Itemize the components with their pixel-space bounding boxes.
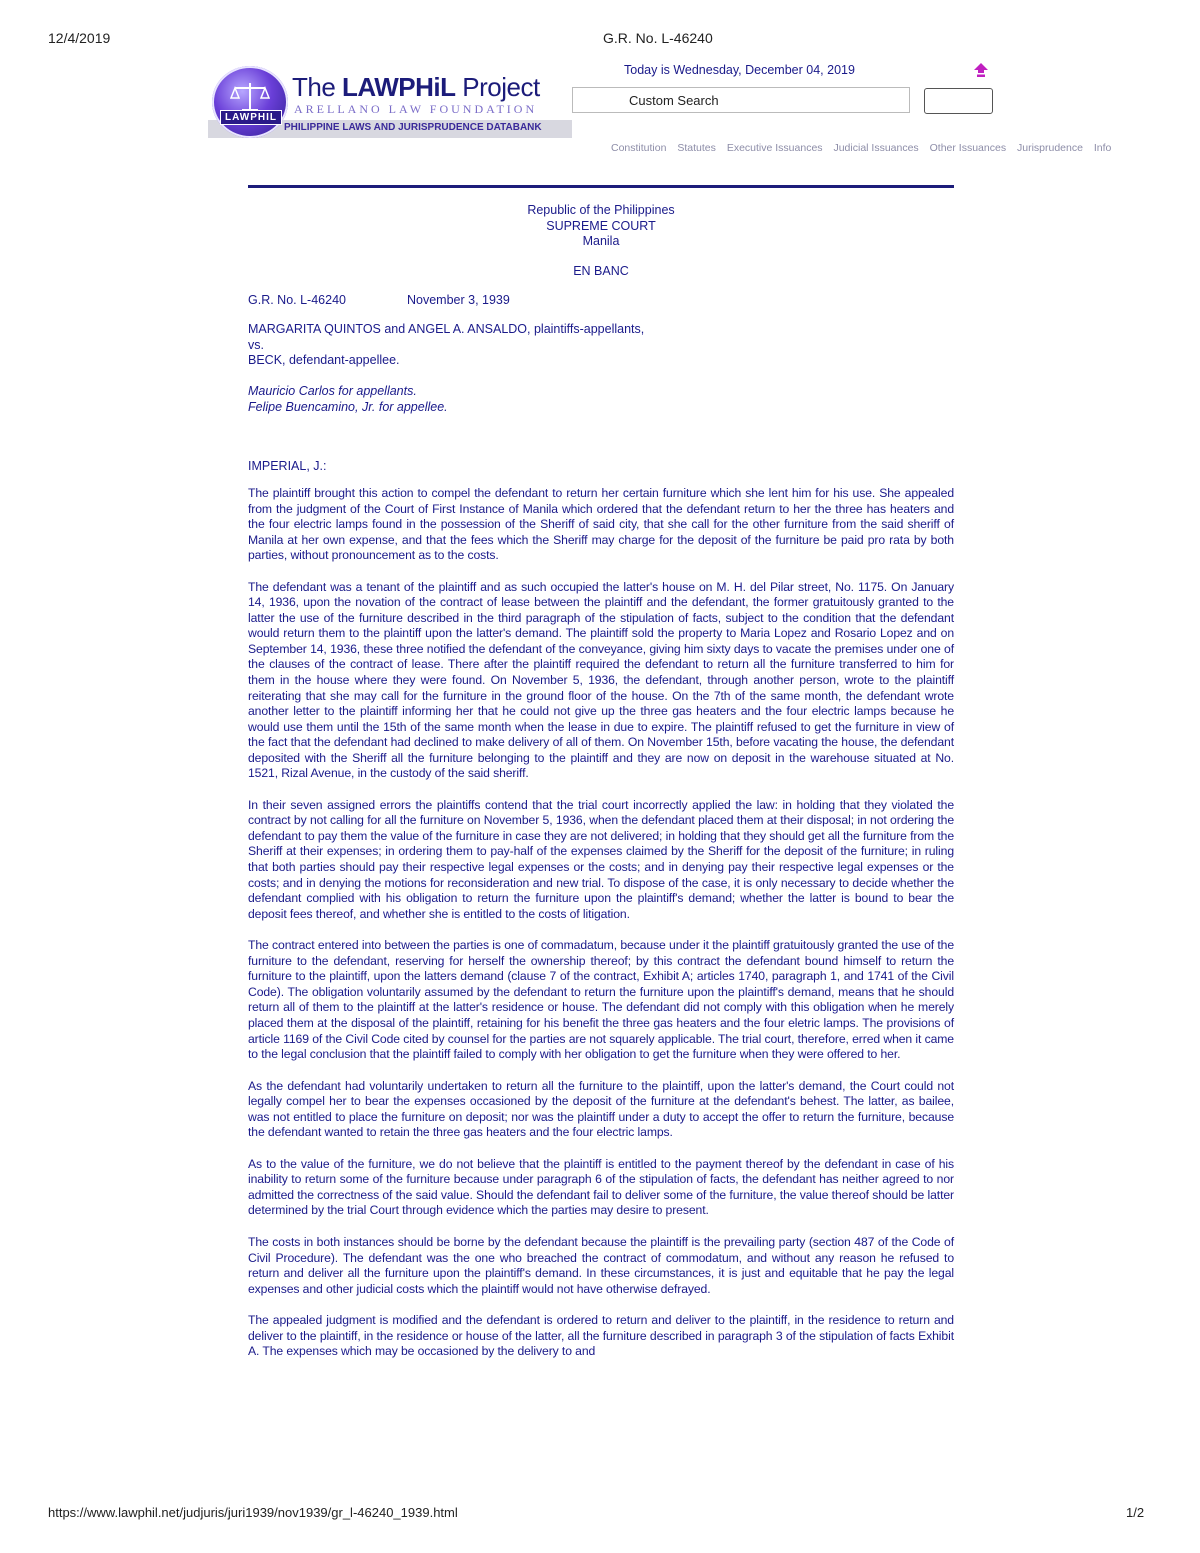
paragraph: The plaintiff brought this action to compel the defendant to return her certain furniture which she lent him for his use. She appealed from the judgment of the Court of First Instance of Manila which ordered that the defendant return to her the three has heaters and the four electric lamps found in the possession of the Sheriff of said city, that she call for the other furniture from the said sheriff of Manila at her own expense, and that the fees which the Sheriff may charge for the deposit of the furniture be paid pro rata by both parties, without pronouncement as to the costs. (248, 486, 954, 563)
paragraph: The costs in both instances should be borne by the defendant because the plaintiff is the prevailing party (section 487 of the Code of Civil Procedure). The defendant was the one who breached the contract of commodatum, and without any reason he refused to return and deliver all the furniture upon the plaintiff's demand. In these circumstances, it is just and equitable that he pay the legal expenses and other judicial costs which the plaintiff would not have otherwise defrayed. (248, 1234, 954, 1296)
court-name: SUPREME COURT (546, 218, 656, 233)
nav-other-issuances[interactable]: Other Issuances (929, 142, 1007, 154)
paragraph: The contract entered into between the parties is one of commadatum, because under it the plaintiff gratuitously granted the use of the furniture to the defendant, reserving for herself the ownership thereof; by this contract the defendant bound himself to return the furniture to the plaintiff, upon the latters demand (clause 7 of the contract, Exhibit A; articles 1740, paragraph 1, and 1741 of the Civil Code). The obligation voluntarily assumed by the defendant to return the furniture upon the plaintiff's demand, means that he should return all of them to the plaintiff at the latter's residence or house. The defendant did not comply with this obligation when he merely placed them at the disposal of the plaintiff, retaining for his benefit the three gas heaters and the four eletric lamps. The provisions of article 1169 of the Civil Code cited by counsel for the parties are not squarely applicable. The trial court, therefore, erred when it came to the legal conclusion that the plaintiff failed to comply with her obligation to get the furniture when they were offered to her. (248, 938, 954, 1062)
defendant: BECK, defendant-appellee. (248, 353, 400, 367)
print-url: https://www.lawphil.net/judjuris/juri1939/nov1939/gr_l-46240_1939.html (48, 1505, 458, 1520)
case-parties (248, 322, 954, 369)
nav-judicial-issuances[interactable]: Judicial Issuances (833, 142, 919, 154)
case-number-line (248, 293, 954, 307)
counsel-appellee: Felipe Buencamino, Jr. for appellee. (248, 399, 448, 414)
search-button[interactable] (924, 88, 993, 114)
nav-statutes[interactable]: Statutes (677, 142, 716, 154)
today-date: Today is Wednesday, December 04, 2019 (624, 63, 855, 77)
paragraph: The defendant was a tenant of the plaintiff and as such occupied the latter's house on M. H. del Pilar street, No. 1175. On January 14, 1936, upon the novation of the contract of lease between the plaintiff and the defendant, the former gratuitously granted to the latter the use of the furniture described in the third paragraph of the stipulation of facts, subject to the condition that the defendant would return them to the plaintiff upon the latter's demand. The plaintiff sold the property to Maria Lopez and Rosario Lopez and on September 14, 1936, these three notified the defendant of the conveyance, giving him sixty days to vacate the premises under one of the clauses of the contract of lease. There after the plaintiff required the defendant to return all the furniture transferred to him for them in the house where they were found. On November 5, 1936, the defendant, through another person, wrote to the plaintiff reiterating that she may call for the furniture in the ground floor of the house. On the 7th of the same month, the defendant wrote another letter to the plaintiff informing her that he could not give up the three gas heaters and the four electric lamps because he would use them until the 15th of the same month when the lease in due to expire. The plaintiff refused to get the furniture in view of the fact that the defendant had declined to make delivery of all of them. On November 15th, before vacating the house, the defendant deposited with the Sheriff all the furniture belonging to the plaintiff and they are now on deposit in the warehouse situated at No. 1521, Rizal Avenue, in the custody of the said sheriff. (248, 579, 954, 781)
print-title: G.R. No. L-46240 (603, 30, 713, 46)
nav-executive-issuances[interactable]: Executive Issuances (726, 142, 823, 154)
ponente: IMPERIAL, J.: (248, 459, 327, 473)
paragraph: The appealed judgment is modified and the defendant is ordered to return and deliver to the plaintiff, in the residence to return and deliver to the plaintiff, in the residence or house of the latter, all the furniture described in paragraph 3 of the stipulation of facts Exhibit A. The expenses which may be occasioned by the delivery to and (248, 1313, 954, 1359)
search-input[interactable]: Custom Search (572, 87, 910, 113)
scales-of-justice-icon (212, 66, 288, 138)
court-republic: Republic of the Philippines (527, 203, 675, 217)
paragraph: As to the value of the furniture, we do not believe that the plaintiff is entitled to the payment thereof by the defendant in case of his inability to return some of the furniture because under paragraph 6 of the stipulation of facts, the defendant has neither agreed to nor admitted the correctness of the said value. Should the defendant fail to deliver some of the furniture, the value thereof should be latter determined by the trial Court through evidence which the parties may desire to present. (248, 1156, 954, 1218)
nav-constitution[interactable]: Constitution (611, 142, 667, 154)
counsel-appellants: Mauricio Carlos for appellants. (248, 384, 417, 398)
plaintiffs: MARGARITA QUINTOS and ANGEL A. ANSALDO, plaintiffs-appellants, (248, 322, 645, 336)
decision-body (248, 486, 954, 1360)
lawphil-logo[interactable] (208, 62, 572, 138)
paragraph: As the defendant had voluntarily undertaken to return all the furniture to the plaintiff, upon the latter's demand, the Court could not legally compel her to bear the expenses occasioned by the deposit of the furniture at the defendant's behest. The latter, as bailee, was not entitled to place the furniture on deposit; nor was the plaintiff under a duty to accept the offer to return the furniture, because the defendant wanted to retain the three gas heaters and the four electric lamps. (248, 1078, 954, 1140)
division: EN BANC (573, 264, 629, 278)
main-nav (611, 142, 1119, 154)
logo-subtitle: ARELLANO LAW FOUNDATION (294, 102, 538, 116)
print-page-number: 1/2 (1126, 1505, 1145, 1520)
court-city: Manila (582, 234, 620, 248)
logo-badge: LAWPHIL (220, 110, 282, 125)
home-arrow-icon[interactable] (972, 62, 990, 78)
counsel (248, 384, 954, 415)
logo-tagline: PHILIPPINE LAWS AND JURISPRUDENCE DATABANK (284, 122, 542, 133)
print-date: 12/4/2019 (48, 30, 111, 46)
logo-title: The LAWPHiL Project (292, 72, 540, 102)
versus: vs. (248, 337, 264, 352)
nav-info[interactable]: Info (1093, 142, 1112, 154)
header-rule (248, 185, 954, 188)
case-date: November 3, 1939 (407, 293, 510, 307)
court-heading (248, 203, 954, 250)
case-number: G.R. No. L-46240 (248, 293, 346, 307)
nav-jurisprudence[interactable]: Jurisprudence (1016, 142, 1083, 154)
paragraph: In their seven assigned errors the plaintiffs contend that the trial court incorrectly applied the law: in holding that they violated the contract by not calling for all the furniture on November 5, 1936, when the defendant placed them at their disposal; in not ordering the defendant to pay them the value of the furniture in case they are not delivered; in holding that they should get all the furniture from the Sheriff at their expenses; in ordering them to pay-half of the expenses claimed by the Sheriff for the deposit of the furniture; in ruling that both parties should pay their respective legal expenses or the costs; and in denying pay their respective legal expenses or the costs; and in denying the motions for reconsideration and new trial. To dispose of the case, it is only necessary to decide whether the defendant complied with his obligation to return the furniture upon the plaintiff's demand; whether the latter is bound to bear the deposit fees thereof, and whether she is entitled to the costs of litigation. (248, 797, 954, 921)
